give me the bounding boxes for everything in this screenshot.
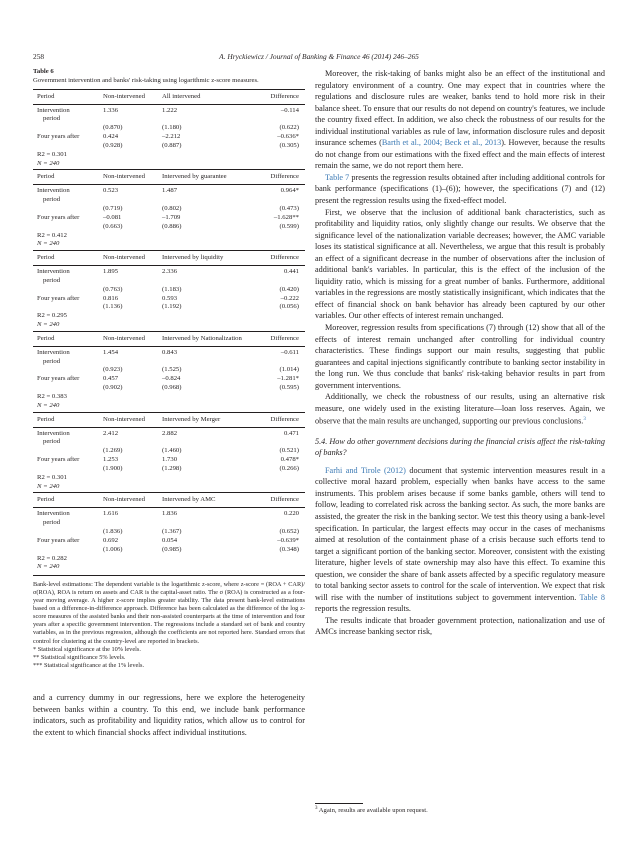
table-row <box>33 295 305 304</box>
notes-text: Bank-level estimations: The dependent variable is the logarithmic z-score, where z-score = (ROA + CAR)/σ(ROA), ROA is return on assets and CAR is the capital-asset ratio. The σ (ROA) is constructed as a four-year moving average. A higher z-score implies greater stability. The data present bank-level estimations based on a difference-in-difference approach. Difference has been calculated as the difference of the log z-score measures of the assisted banks and their non-assisted counterparts at the time of intervention and four years after a specific government intervention. The regressions include a standard set of bank and country variables, as in the previous regression, although the coefficients are not reported here. Standard errors that control for clustering at the country-level are reported in brackets. <box>33 581 305 645</box>
cell-value: 0.816 <box>103 294 119 302</box>
paragraph-1: Moreover, the risk-taking of banks might also be an effect of the institutional and regulatory environment of a country. One may expect that in countries where the regulations and disclosure rules are weaker, banks tend to hold more risk in their balance sheet. To ensure that our results do not depend on country's features, we include the country fixed effect. In addition, we also check the robustness of our results for the individual institutional variables as rule of law, information disclosure rules and deposit insurance schemes (Barth et al., 2004; Beck et al., 2013). However, because the results do not change from our estimations with the fixed effect and the main effects of interest remain the same, we do not report them here. <box>315 69 605 171</box>
table-row <box>33 268 305 277</box>
table-row <box>33 214 305 223</box>
cell-value: –0.611 <box>280 348 299 356</box>
cell-value: 1.730 <box>162 456 178 464</box>
table-row <box>33 430 305 439</box>
table-row <box>33 223 305 232</box>
n-obs: N = 240 <box>37 482 60 490</box>
row-label: Four years after <box>37 375 80 383</box>
table-row <box>33 124 305 133</box>
cell-empty <box>262 196 305 205</box>
row-label <box>33 447 103 456</box>
footnote-rule <box>315 803 363 804</box>
cell-value: 1.454 <box>103 348 119 356</box>
cell-se: (0.928) <box>103 141 123 149</box>
cell-se: (0.521) <box>279 447 299 455</box>
cell-value: 1.836 <box>162 510 178 518</box>
table-block <box>33 492 305 572</box>
cell-value: 1.616 <box>103 510 119 518</box>
row-label <box>33 528 103 537</box>
table-row <box>33 142 305 151</box>
cell-value: 0.523 <box>103 187 119 195</box>
cell-value: –0.824 <box>162 375 181 383</box>
row-label: Intervention <box>37 510 70 518</box>
cell-se: (0.902) <box>103 384 123 392</box>
cell-se: (1.298) <box>162 464 182 472</box>
table-body <box>33 89 305 573</box>
table-row <box>33 303 305 312</box>
cell-value: 0.964* <box>280 187 299 195</box>
cell-empty <box>109 196 168 205</box>
table-row <box>33 537 305 546</box>
cell-se: (0.420) <box>279 285 299 293</box>
cell-value: –1.281* <box>277 375 299 383</box>
cell-value: 2.336 <box>162 268 178 276</box>
cell-se: (1.183) <box>162 285 182 293</box>
row-label <box>33 303 103 312</box>
row-label <box>33 465 103 474</box>
footnote-ref[interactable]: 3 <box>583 417 586 423</box>
table-header-row <box>33 496 305 508</box>
row-label: Intervention <box>37 348 70 356</box>
row-label <box>33 223 103 232</box>
sig-5: ** Statistical significance 5% levels. <box>33 653 126 661</box>
row-label: period <box>43 357 61 365</box>
right-column <box>315 68 605 638</box>
cell-empty <box>168 115 262 124</box>
cell-empty <box>168 519 262 528</box>
cell-se: (0.870) <box>103 124 123 132</box>
col-non-intervened: Non-intervened <box>103 92 145 100</box>
col-intervened: Intervened by liquidity <box>162 254 224 262</box>
row-label: Intervention <box>37 429 70 437</box>
table-row <box>33 510 305 519</box>
paragraph-4: Moreover, regression results from specifications (7) through (12) show that all of the effects of interest remain unchanged after controlling for individual country characteristics. These findings support our main results, suggesting that public guarantees and capital injections significantly contribute to banking sector instability in the long run. We thus conclude that banks' risk-taking behavior results in part from government interventions. <box>315 323 605 390</box>
col-difference: Difference <box>270 415 299 423</box>
cell-value: 0.593 <box>162 294 178 302</box>
row-label <box>33 142 103 151</box>
row-label <box>33 546 103 555</box>
cell-empty <box>262 358 305 367</box>
col-non-intervened: Non-intervened <box>103 496 145 504</box>
table-block <box>33 89 305 169</box>
cell-se: (1.836) <box>103 527 123 535</box>
col-intervened: Intervened by AMC <box>162 496 216 504</box>
cell-se: (0.923) <box>103 366 123 374</box>
table-block <box>33 250 305 330</box>
cell-value: 0.457 <box>103 375 119 383</box>
col-period: Period <box>37 496 55 504</box>
row-label: Intervention <box>37 268 70 276</box>
col-difference: Difference <box>270 496 299 504</box>
cell-value: 2.412 <box>103 429 119 437</box>
table-row <box>33 205 305 214</box>
cell-value: –0.639* <box>277 536 299 544</box>
cell-empty <box>168 358 262 367</box>
table-row <box>33 456 305 465</box>
table-row <box>33 375 305 384</box>
col-period: Period <box>37 254 55 262</box>
row-label: Four years after <box>37 456 80 464</box>
paragraph-6: Farhi and Tirole (2012) document that systemic intervention measures result in a collective moral hazard problem, especially when banks have access to the same instruments. This problem arises because if some banks gamble, others will tend to follow, leading to correlated risk across the banking sector. As such, the more banks are assisted, the greater the risk in the banking sector. We test this theory using a bank-level specification. In particular, the largest effects may occur in the cases of mechanisms aimed at resolution of the containment phase of a crisis because such efforts tend to target a significant portion of the banking sector. Moreover, consistent with the existing literature, higher levels of state ownership may also have this effect. To examine this question, we consider the share of bank assets affected by a specific regulatory measure to total banking sector assets to control for the scale of intervention. We expect that risk will rise with the number of institutions subject to government intervention. Table 8 reports the regression results. <box>315 465 605 614</box>
table-header-row <box>33 173 305 185</box>
cell-value: 1.253 <box>103 456 119 464</box>
r-squared: R2 = 0.301 <box>37 473 67 481</box>
cell-empty <box>168 196 262 205</box>
paragraph-2: Table 7 presents the regression results obtained after including additional controls for bank performance (specifications (1)–(6)); however, the specifications (7) and (12) present the regression results using the fixed-effect model. <box>315 172 605 206</box>
table-row <box>33 277 305 286</box>
col-non-intervened: Non-intervened <box>103 415 145 423</box>
r-squared: R2 = 0.383 <box>37 393 67 400</box>
table-row <box>33 133 305 142</box>
cell-se: (1.014) <box>279 366 299 374</box>
table-row <box>33 384 305 393</box>
cell-empty <box>168 438 262 447</box>
cell-value: 0.471 <box>283 429 299 437</box>
cell-se: (1.269) <box>103 447 123 455</box>
col-period: Period <box>37 415 55 423</box>
col-period: Period <box>37 92 55 100</box>
table-6 <box>33 68 305 670</box>
col-difference: Difference <box>270 92 299 100</box>
n-obs: N = 240 <box>37 563 60 571</box>
paragraph-5: Additionally, we check the robustness of our results, using an alternative risk measure, one widely used in the existing literature—loan loss reserves. Again, we observe that the main results are unchanged, supporting our previous conclusions.$^3$ <box>315 392 605 427</box>
table-row <box>33 196 305 205</box>
cell-empty <box>109 438 168 447</box>
table-row <box>33 107 305 116</box>
table-row <box>33 358 305 367</box>
row-label: Four years after <box>37 133 80 141</box>
table-header-row <box>33 335 305 347</box>
journal-title: A. Hryckiewicz / Journal of Banking & Finance 46 (2014) 246–265 <box>219 52 419 61</box>
cell-se: (0.652) <box>279 527 299 535</box>
cell-se: (1.460) <box>162 447 182 455</box>
citation-barth-beck[interactable]: Barth et al., 2004; Beck et al., 2013 <box>381 138 502 148</box>
cell-se: (0.599) <box>279 222 299 230</box>
row-label: Intervention <box>37 106 70 114</box>
cell-empty <box>109 519 168 528</box>
row-label: period <box>43 196 61 204</box>
row-label <box>33 286 103 295</box>
col-difference: Difference <box>270 334 299 342</box>
table-row <box>33 187 305 196</box>
table-row <box>33 349 305 358</box>
cell-empty <box>168 277 262 286</box>
cell-value: 0.054 <box>162 536 178 544</box>
col-non-intervened: Non-intervened <box>103 254 145 262</box>
table-row <box>33 519 305 528</box>
cell-se: (0.719) <box>103 204 123 212</box>
cell-empty <box>109 115 168 124</box>
row-label: period <box>43 276 61 284</box>
left-paragraph: and a currency dummy in our regressions, here we explore the heterogeneity between banks within a country. To this end, we include bank performance indicators, such as profitability and liquidity ratios, which allow us to control for the extent to which financial shocks affect individual institutions. <box>33 693 305 737</box>
cell-value: –2.212 <box>162 133 181 141</box>
r-squared: R2 = 0.282 <box>37 554 67 562</box>
cell-se: (0.473) <box>279 204 299 212</box>
row-label: Four years after <box>37 536 80 544</box>
n-obs: N = 240 <box>37 159 60 167</box>
cell-se: (0.887) <box>162 141 182 149</box>
table-block <box>33 412 305 492</box>
n-obs: N = 240 <box>37 401 60 409</box>
row-label: Four years after <box>37 294 80 302</box>
cell-empty <box>109 277 168 286</box>
cell-value: 1.222 <box>162 106 178 114</box>
cell-value: –0.081 <box>103 213 122 221</box>
cell-se: (0.886) <box>162 222 182 230</box>
cell-se: (0.348) <box>279 545 299 553</box>
cell-value: 0.843 <box>162 348 178 356</box>
cell-value: –1.709 <box>162 213 181 221</box>
table-row <box>33 546 305 555</box>
citation-farhi-tirole[interactable]: Farhi and Tirole (2012) <box>325 465 406 475</box>
row-label: Four years after <box>37 213 80 221</box>
col-period: Period <box>37 173 55 181</box>
cell-value: 1.895 <box>103 268 119 276</box>
row-label: Intervention <box>37 187 70 195</box>
cell-value: 0.692 <box>103 536 119 544</box>
cell-se: (1.900) <box>103 464 123 472</box>
row-label <box>33 384 103 393</box>
table-row <box>33 115 305 124</box>
r-squared: R2 = 0.301 <box>37 150 67 158</box>
cell-value: 0.220 <box>283 510 299 518</box>
section-heading: 5.4. How do other government decisions during the financial crisis affect the risk-taking of banks? <box>315 436 605 458</box>
cell-value: 0.424 <box>103 133 119 141</box>
table-header-row <box>33 93 305 105</box>
row-label: period <box>43 115 61 123</box>
table-block <box>33 331 305 411</box>
cell-value: –0.222 <box>280 294 299 302</box>
table-block <box>33 169 305 249</box>
row-label <box>33 366 103 375</box>
cell-value: –0.114 <box>280 106 299 114</box>
cell-empty <box>262 438 305 447</box>
cell-empty <box>262 277 305 286</box>
table-notes <box>33 575 305 670</box>
page-number: 258 <box>33 52 45 61</box>
cell-value: 0.441 <box>283 268 299 276</box>
col-period: Period <box>37 334 55 342</box>
table-8-link[interactable]: Table 8 <box>579 592 605 602</box>
r-squared: R2 = 0.412 <box>37 231 67 239</box>
col-intervened: Intervened by guarantee <box>162 173 227 181</box>
col-intervened: All intervened <box>162 92 201 100</box>
sig-10: * Statistical significance at the 10% levels. <box>33 645 141 653</box>
cell-se: (0.763) <box>103 285 123 293</box>
cell-se: (1.136) <box>103 303 123 311</box>
footnote: $^3$ Again, results are available upon request. <box>315 806 428 815</box>
cell-se: (0.266) <box>279 464 299 472</box>
cell-value: 1.336 <box>103 106 119 114</box>
left-body-text <box>33 692 305 738</box>
cell-se: (0.056) <box>279 303 299 311</box>
cell-se: (1.525) <box>162 366 182 374</box>
cell-se: (0.595) <box>279 384 299 392</box>
table-row <box>33 366 305 375</box>
row-label <box>33 124 103 133</box>
table-7-link[interactable]: Table 7 <box>325 172 350 182</box>
sig-1: *** Statistical significance at the 1% levels. <box>33 661 145 669</box>
cell-se: (0.305) <box>279 141 299 149</box>
table-caption: Government intervention and banks' risk-taking using logarithmic z-score measures. <box>33 76 259 84</box>
row-label <box>33 205 103 214</box>
table-header-row <box>33 416 305 428</box>
cell-se: (1.180) <box>162 124 182 132</box>
n-obs: N = 240 <box>37 321 60 329</box>
paragraph-7: The results indicate that broader government protection, nationalization and use of AMCs increase banking sector risk, <box>315 615 605 637</box>
cell-value: 1.487 <box>162 187 178 195</box>
cell-se: (0.663) <box>103 222 123 230</box>
cell-se: (0.968) <box>162 384 182 392</box>
r-squared: R2 = 0.295 <box>37 312 67 320</box>
cell-se: (0.802) <box>162 204 182 212</box>
table-label: Table 6 <box>33 68 54 75</box>
col-difference: Difference <box>270 173 299 181</box>
cell-value: –1.628** <box>273 213 299 221</box>
row-label: period <box>43 438 61 446</box>
cell-se: (0.985) <box>162 545 182 553</box>
cell-se: (1.006) <box>103 545 123 553</box>
col-intervened: Intervened by Nationalization <box>162 334 242 342</box>
table-row <box>33 465 305 474</box>
cell-se: (1.192) <box>162 303 182 311</box>
table-row <box>33 528 305 537</box>
col-non-intervened: Non-intervened <box>103 334 145 342</box>
cell-se: (0.622) <box>279 124 299 132</box>
col-difference: Difference <box>270 254 299 262</box>
table-row <box>33 438 305 447</box>
table-row <box>33 286 305 295</box>
row-label: period <box>43 519 61 527</box>
cell-se: (1.367) <box>162 527 182 535</box>
paragraph-3: First, we observe that the inclusion of additional bank characteristics, such as profitability and liquidity ratios, only slightly change our results. We observe that the significance level of the nationalization variable decreases; however, the AMC variable loses its statistical significance at all. Nevertheless, we argue that this result is probably an effect of a significant decrease in the number of observations after the inclusion of additional bank's variables. In particular, this is the effect of the inclusion of the liquidity ratio, which is missing for a great number of banks. Furthermore, additional variables in the regressions are mostly statistically insignificant, which indicates that the effect of financial shock on bank behavior has already been captured by our other variables. Our other effects of interest remain unchanged. <box>315 207 605 321</box>
cell-value: 0.478* <box>280 456 299 464</box>
table-row <box>33 447 305 456</box>
cell-value: 2.882 <box>162 429 178 437</box>
cell-value: –0.636* <box>277 133 299 141</box>
n-obs: N = 240 <box>37 240 60 248</box>
cell-empty <box>262 115 305 124</box>
col-non-intervened: Non-intervened <box>103 173 145 181</box>
cell-empty <box>109 358 168 367</box>
table-header-row <box>33 254 305 266</box>
cell-empty <box>262 519 305 528</box>
col-intervened: Intervened by Merger <box>162 415 221 423</box>
